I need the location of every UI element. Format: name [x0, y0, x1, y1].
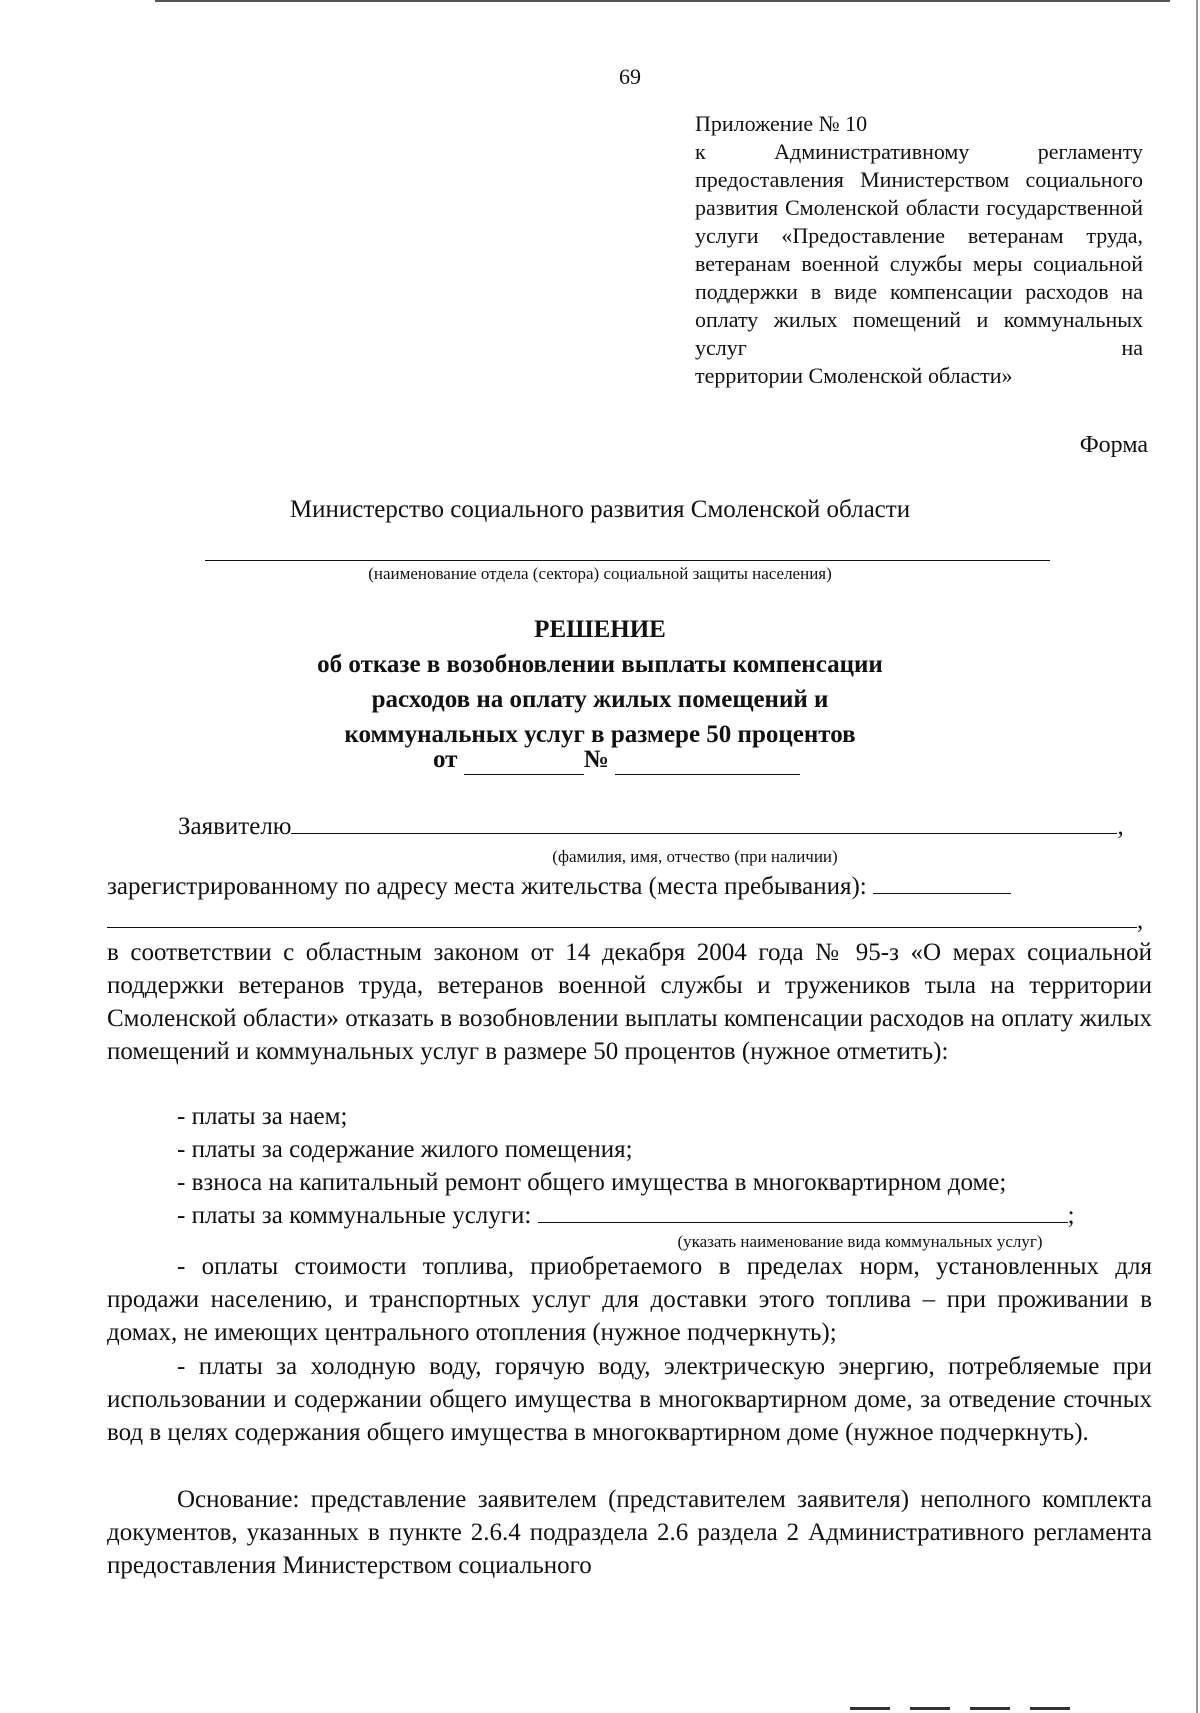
- title-line-4: коммунальных услуг в размере 50 процентов: [344, 721, 856, 748]
- date-blank: [464, 746, 584, 775]
- list-item: - платы за содержание жилого помещения;: [177, 1136, 633, 1163]
- decision-paragraph: в соответствии с областным законом от 14 декабря 2004 года № 95-з «О мерах социальной поддержки ветеранов труда, ветеранов военной службы и тружеников тыла на территории Смоленской области» отказать в возобновлении выплаты компенсации расходов на оплату жилых помещений и коммунальных услуг в размере 50 процентов (нужное отметить):: [107, 939, 1152, 1065]
- applicant-trailing: ,: [1117, 813, 1124, 840]
- utilities-caption: (указать наименование вида коммунальных услуг): [677, 1232, 1043, 1251]
- annex-last-line: территории Смоленской области»: [695, 363, 1013, 388]
- annex-heading: Приложение № 10: [695, 111, 868, 136]
- address-blank: [873, 873, 1011, 894]
- address-blank-2: [107, 907, 1137, 928]
- date-label: от: [433, 746, 458, 773]
- decision-title: [0, 612, 1200, 752]
- scan-edge-top: [155, 0, 1170, 2]
- address-line-2: [107, 904, 1152, 937]
- utilities-label: - платы за коммунальные услуги:: [177, 1202, 532, 1229]
- title-line-3: расходов на оплату жилых помещений и: [371, 686, 829, 713]
- annex-body: к Административному регламенту предоставления Министерством социального развития Смоленской области государственной услуги «Предоставление ветеранам труда, ветеранам военной службы меры социальной поддержки в виде компенсации расходов на оплату жилых помещений и коммунальных услуг на: [695, 139, 1143, 360]
- list-item: - взноса на капитальный ремонт общего имущества в многоквартирном доме;: [177, 1169, 1007, 1196]
- address-line: [107, 870, 1152, 903]
- date-number-line: [433, 746, 800, 775]
- applicant-label: Заявителю: [178, 813, 292, 840]
- form-label: Форма: [1079, 432, 1148, 458]
- scan-edge-right: [1196, 0, 1198, 1713]
- department-blank-line: [205, 560, 1050, 561]
- ministry-name: Министерство социального развития Смоленской области: [289, 496, 911, 523]
- list-item-utilities: [107, 1199, 1200, 1232]
- applicant-caption: (фамилия, имя, отчество (при наличии): [552, 847, 838, 866]
- page-number: 69: [619, 64, 641, 89]
- utilities-blank: [538, 1202, 1068, 1223]
- utilities-trailing: ;: [1067, 1202, 1075, 1229]
- address-label: зарегистрированному по адресу места жительства (места пребывания):: [107, 873, 867, 900]
- list-item-fuel: - оплаты стоимости топлива, приобретаемого в пределах норм, установленных для продажи населению, и транспортных услуг для доставки этого топлива – при проживании в домах, не имеющих центрального отопления (нужное подчеркнуть);: [107, 1253, 1152, 1346]
- scan-edge-bottom: [850, 1707, 1080, 1710]
- number-blank: [615, 746, 800, 775]
- title-line-1: РЕШЕНИЕ: [534, 616, 666, 643]
- list-item-common-property: - платы за холодную воду, горячую воду, электрическую энергию, потребляемые при использовании и содержании общего имущества в многоквартирном доме, за отведение сточных вод в целях содержания общего имущества в многоквартирном доме (нужное подчеркнуть).: [107, 1353, 1152, 1446]
- applicant-line: [178, 810, 1148, 843]
- number-sign: №: [583, 746, 609, 773]
- applicant-name-blank: [291, 813, 1117, 834]
- basis-paragraph: Основание: представление заявителем (представителем заявителя) неполного комплекта документов, указанных в пункте 2.6.4 подраздела 2.6 раздела 2 Административного регламента предоставления Министерством социального: [107, 1486, 1152, 1579]
- address-trailing: ,: [1137, 907, 1144, 934]
- title-line-2: об отказе в возобновлении выплаты компенсации: [317, 651, 883, 678]
- list-item: - платы за наем;: [177, 1103, 348, 1130]
- annex-header: [695, 110, 1143, 390]
- department-caption: (наименование отдела (сектора) социальной защиты населения): [368, 564, 832, 583]
